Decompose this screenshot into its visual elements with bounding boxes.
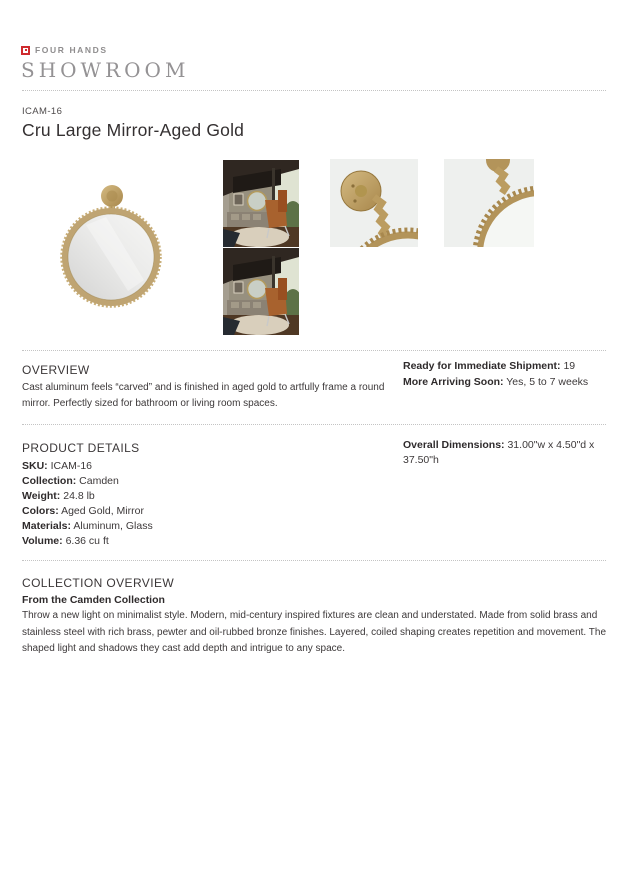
overall-dimensions-row	[403, 438, 628, 468]
app-title: SHOWROOM	[21, 58, 190, 82]
mount-hardware-illustration	[330, 159, 418, 247]
brand-logo[interactable]	[21, 45, 189, 82]
detail-value: Aged Gold, Mirror	[61, 505, 144, 517]
lifestyle-thumbnail-1[interactable]	[223, 160, 299, 247]
detail-label: Materials:	[22, 520, 72, 532]
overall-dimensions-label: Overall Dimensions:	[403, 439, 505, 451]
detail-value: 24.8 lb	[63, 490, 95, 502]
availability-block	[403, 358, 588, 390]
page-title: Cru Large Mirror-Aged Gold	[22, 120, 245, 140]
arriving-soon-label: More Arriving Soon:	[403, 376, 504, 388]
detail-row-weight	[22, 489, 153, 504]
detail-row-collection	[22, 474, 153, 489]
arriving-soon-value: Yes, 5 to 7 weeks	[506, 376, 589, 388]
collection-subheading: From the Camden Collection	[22, 594, 165, 606]
product-details-heading: PRODUCT DETAILS	[22, 441, 140, 455]
detail-image-mount[interactable]	[330, 159, 418, 247]
room-scene-illustration	[223, 160, 299, 247]
ready-shipment-label: Ready for Immediate Shipment:	[403, 360, 561, 372]
detail-label: SKU:	[22, 460, 48, 472]
brand-name: FOUR HANDS	[35, 45, 108, 55]
detail-row-colors	[22, 504, 153, 519]
detail-value: ICAM-16	[50, 460, 93, 472]
detail-value: 6.36 cu ft	[65, 535, 109, 547]
mirror-illustration	[48, 160, 188, 332]
header-divider	[22, 90, 606, 91]
frame-edge-illustration	[444, 159, 534, 247]
detail-label: Volume:	[22, 535, 63, 547]
overview-heading: OVERVIEW	[22, 363, 90, 377]
detail-value: Camden	[79, 475, 119, 487]
lifestyle-thumbnail-2[interactable]	[223, 248, 299, 335]
overview-body: Cast aluminum feels “carved” and is finished in aged gold to artfully frame a round mirror. Perfectly sized for bathroom or living room spaces.	[22, 382, 385, 409]
section-divider	[22, 424, 606, 425]
section-divider	[22, 560, 606, 561]
collection-overview-heading: COLLECTION OVERVIEW	[22, 576, 175, 590]
detail-label: Weight:	[22, 490, 61, 502]
section-divider	[22, 350, 606, 351]
detail-label: Collection:	[22, 475, 77, 487]
detail-image-edge[interactable]	[444, 159, 534, 247]
four-hands-mark-icon	[21, 46, 30, 55]
arriving-soon-row	[403, 374, 588, 390]
product-sku: ICAM-16	[22, 106, 63, 117]
detail-row-materials	[22, 519, 153, 534]
ready-shipment-row	[403, 358, 588, 374]
detail-row-volume	[22, 534, 153, 549]
detail-label: Colors:	[22, 505, 59, 517]
overall-dimensions-value: 31.00"w x 4.50"d x 37.50"h	[403, 439, 595, 466]
product-details-list	[22, 459, 153, 549]
main-product-image[interactable]	[48, 160, 188, 332]
collection-body: Throw a new light on minimalist style. Modern, mid-century inspired fixtures are clean and understated. Made from solid brass and stainless steel with rich brass, pewter and oil-rubbed bronze finishes. Layered, coiled shaping creates repetition and movement. The shaped light and shadows they cast add depth and intrigue to any space.	[22, 610, 607, 654]
ready-shipment-value: 19	[563, 360, 576, 372]
detail-row-sku	[22, 459, 153, 474]
detail-value: Aluminum, Glass	[73, 520, 153, 532]
room-scene-illustration	[223, 248, 299, 335]
